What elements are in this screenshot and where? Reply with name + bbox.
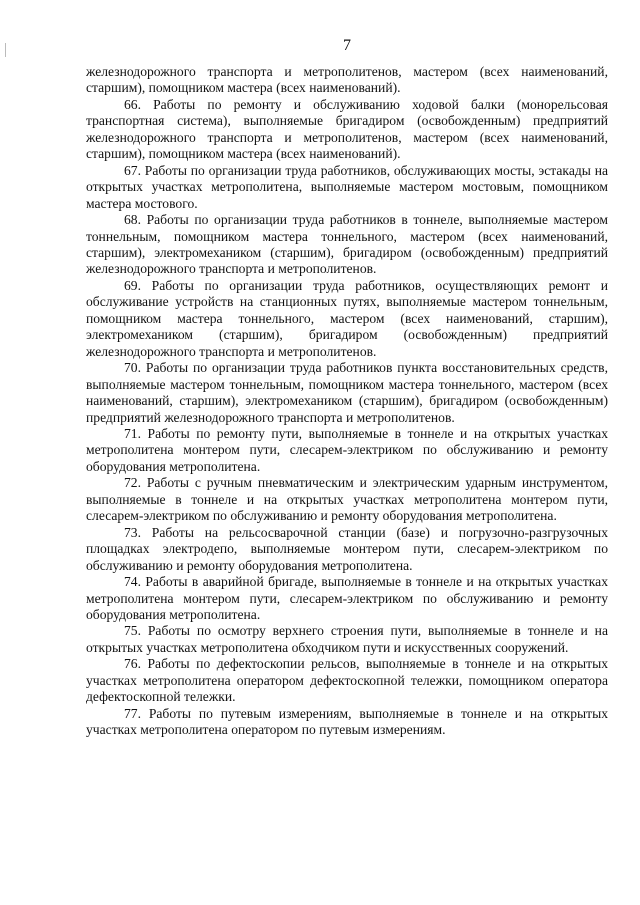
scan-margin-mark xyxy=(5,43,6,57)
paragraph-72: 72. Работы с ручным пневматическим и электрическим ударным инструментом, выполняемые в тоннеле и на открытых участках метрополитена монтером пути, слесарем-электриком по обслуживанию и ремонту оборудования метрополитена. xyxy=(86,475,608,524)
paragraph-74: 74. Работы в аварийной бригаде, выполняемые в тоннеле и на открытых участках метрополитена монтером пути, слесарем-электриком по обслуживанию и ремонту оборудования метрополитена. xyxy=(86,574,608,622)
paragraph-67: 67. Работы по организации труда работников, обслуживающих мосты, эстакады на открытых участках метрополитена, выполняемые мастером мостовым, помощником мастера мостового. xyxy=(86,162,608,211)
paragraph-75: 75. Работы по осмотру верхнего строения пути, выполняемые в тоннеле и на открытых участках метрополитена обходчиком пути и искусственных сооружений. xyxy=(86,623,608,655)
paragraph-69: 69. Работы по организации труда работников, осуществляющих ремонт и обслуживание устройств на станционных путях, выполняемые мастером тоннельным, помощником мастера тоннельного, мастером (всех наименований, старшим), электромехаником (старшим), бригадиром (освобожденным) предприятий железнодорожного транспорта и метрополитенов. xyxy=(86,277,608,359)
paragraph-77: 77. Работы по путевым измерениям, выполняемые в тоннеле и на открытых участках метрополитена оператором по путевым измерениям. xyxy=(86,705,608,738)
page-number: 7 xyxy=(343,37,351,54)
paragraph-71: 71. Работы по ремонту пути, выполняемые в тоннеле и на открытых участках метрополитена монтером пути, слесарем-электриком по обслуживанию и ремонту оборудования метрополитена. xyxy=(86,425,608,474)
paragraph-68: 68. Работы по организации труда работников в тоннеле, выполняемые мастером тоннельным, помощником мастера тоннельного, мастером (всех наименований, старшим), электромехаником (старшим), бригадиром (освобожденным) предприятий железнодорожного транспорта и метрополитенов. xyxy=(86,212,608,277)
document-page xyxy=(86,36,608,739)
paragraph-73: 73. Работы на рельсосварочной станции (базе) и погрузочно-разгрузочных площадках электродепо, выполняемые монтером пути, слесарем-электриком по обслуживанию и ремонту оборудования метрополитена. xyxy=(86,524,608,573)
paragraph-76: 76. Работы по дефектоскопии рельсов, выполняемые в тоннеле и на открытых участках метрополитена оператором дефектоскопной тележки, помощником оператора дефектоскопной тележки. xyxy=(86,656,608,705)
paragraph-66: 66. Работы по ремонту и обслуживанию ходовой балки (монорельсовая транспортная система), выполняемые бригадиром (освобожденным) предприятий железнодорожного транспорта и метрополитенов, мастером (всех наименований, старшим), помощником мастера (всех наименований). xyxy=(86,96,608,162)
paragraph-70: 70. Работы по организации труда работников пункта восстановительных средств, выполняемые мастером тоннельным, помощником мастера тоннельного, мастером (всех наименований, старшим), электромехаником (старшим), бригадиром (освобожденным) предприятий железнодорожного транспорта и метрополитенов. xyxy=(86,360,608,425)
paragraph-continuation: железнодорожного транспорта и метрополитенов, мастером (всех наименований, старшим), помощником мастера (всех наименований). xyxy=(86,64,608,96)
